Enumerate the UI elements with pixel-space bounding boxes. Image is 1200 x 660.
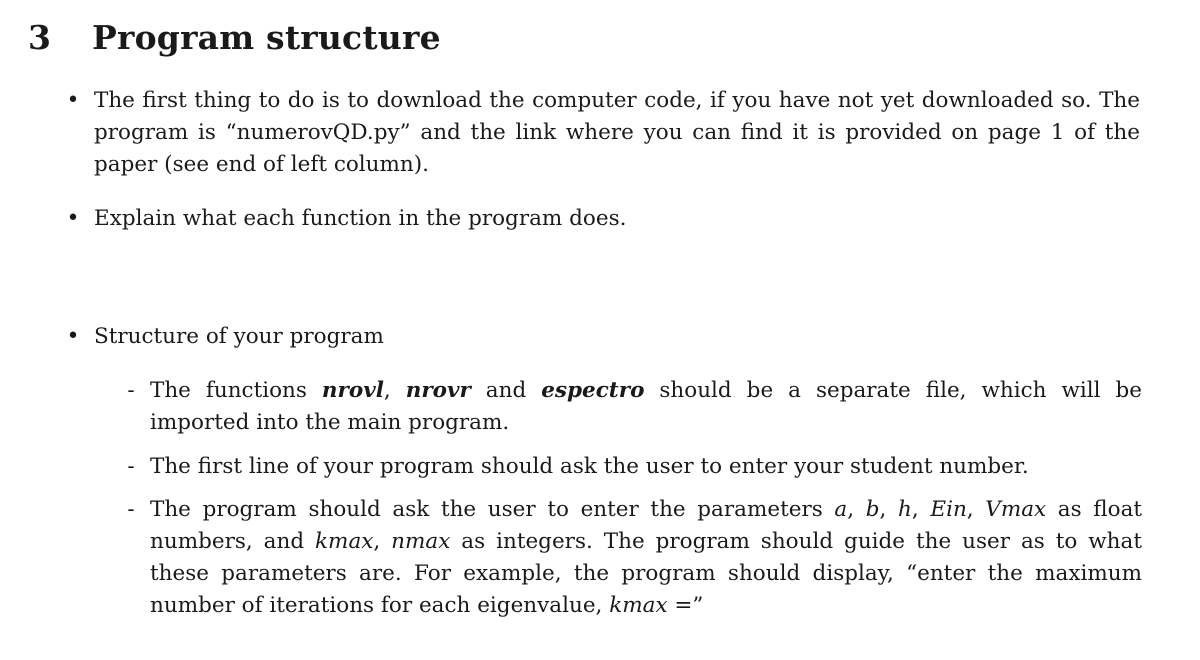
function-name-espectro: espectro bbox=[541, 378, 645, 403]
param-b: b bbox=[865, 497, 880, 522]
param-nmax: nmax bbox=[391, 529, 451, 554]
bullet-mark: • bbox=[66, 88, 80, 113]
bullet-text: Explain what each function in the program does. bbox=[94, 206, 627, 231]
text-run: should be a separate file, which will be imported into the main program. bbox=[150, 378, 1142, 435]
text-run: , bbox=[966, 497, 986, 522]
section-number: 3 bbox=[28, 18, 52, 57]
dash-mark: - bbox=[127, 497, 135, 522]
section-title: Program structure bbox=[92, 18, 441, 57]
text-run: =” bbox=[667, 593, 704, 618]
text-run: The functions bbox=[150, 378, 322, 403]
subitem-parameters bbox=[122, 494, 1142, 622]
text-run: as integers. The program should guide the user as to what these parameters are. For example, the program should display, “enter the maximum number of iterations for each eigenvalue, bbox=[150, 529, 1142, 618]
dash-mark: - bbox=[127, 378, 135, 403]
subitem-text: The first line of your program should ask the user to enter your student number. bbox=[150, 454, 1029, 479]
param-h: h bbox=[898, 497, 912, 522]
subitem-text bbox=[150, 494, 1142, 622]
param-kmax: kmax bbox=[315, 529, 374, 554]
param-kmax: kmax bbox=[609, 593, 668, 618]
param-ein: Ein bbox=[930, 497, 967, 522]
text-run: , bbox=[911, 497, 931, 522]
text-run: , bbox=[373, 529, 392, 554]
text-run: , bbox=[383, 378, 406, 403]
subitem-text bbox=[150, 375, 1142, 439]
subitem-student-number bbox=[122, 451, 1142, 483]
text-run: , bbox=[879, 497, 899, 522]
param-a: a bbox=[834, 497, 848, 522]
function-name-nrovl: nrovl bbox=[321, 378, 384, 403]
bullet-text: Structure of your program bbox=[94, 324, 384, 349]
bullet-mark: • bbox=[66, 324, 80, 349]
subitem-separate-file bbox=[122, 375, 1142, 439]
text-run: as float numbers, and bbox=[150, 497, 1143, 554]
bullet-item-download bbox=[60, 85, 1140, 181]
text-run: and bbox=[470, 378, 542, 403]
section-heading bbox=[28, 18, 441, 57]
param-vmax: Vmax bbox=[985, 497, 1047, 522]
text-run: , bbox=[847, 497, 866, 522]
bullet-mark: • bbox=[66, 206, 80, 231]
bullet-text: The first thing to do is to download the computer code, if you have not yet downloaded so. The program is “numerovQD.py” and the link where you can find it is provided on page 1 of the paper (see end of left column). bbox=[94, 88, 1140, 177]
bullet-item-structure bbox=[60, 321, 1140, 353]
function-name-nrovr: nrovr bbox=[405, 378, 471, 403]
bullet-item-explain bbox=[60, 203, 1140, 235]
dash-mark: - bbox=[127, 454, 135, 479]
text-run: The program should ask the user to enter the parameters bbox=[150, 497, 835, 522]
